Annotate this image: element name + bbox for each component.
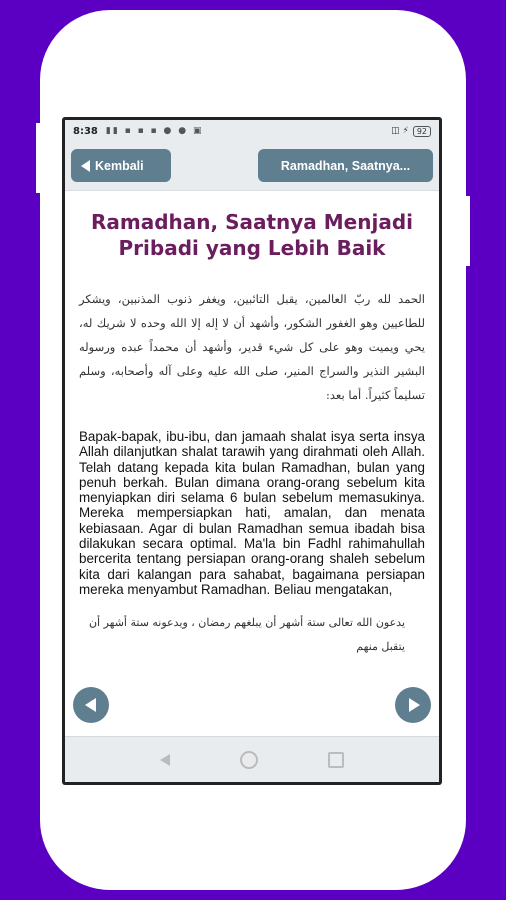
system-back-icon[interactable] — [160, 754, 170, 766]
notification-icons: ▮▮ ▪ ▪ ▪ ● ● ▣ — [105, 126, 204, 136]
next-page-button[interactable] — [395, 687, 431, 723]
article-title: Ramadhan, Saatnya Menjadi Pribadi yang Lebih Baik — [90, 210, 413, 260]
article-body-text: Bapak-bapak, ibu-ibu, dan jamaah shalat isya serta insya Allah dilanjutkan shalat tarawih yang dirahmati oleh Allah. Telah datang kepada kita bulan Ramadhan, bulan yang penuh berkah. Bulan dimana orang-orang sebelum kita menyiapkan diri selama 6 bulan sebelum memasukinya. Mereka mempersiapkan hati, amalan, dan menata kebiasaan. Agar di bulan Ramadhan semua ibadah bisa dilakukan secara optimal. Ma'la bin Fadhl rahimahullah bercerita tentang persiapan orang-orang shaleh sebelum kita dari kalangan para sahabat, bagaimana persiapan mereka menyambut Ramadhan. Beliau mengatakan, — [79, 429, 425, 597]
signal-icon: ◫ ⚡ — [391, 126, 409, 136]
arrow-left-icon — [85, 698, 96, 712]
status-time: 8:38 — [73, 125, 98, 137]
top-toolbar — [65, 142, 439, 191]
battery-icon: 92 — [413, 126, 431, 137]
app-screen — [65, 120, 439, 782]
previous-page-button[interactable] — [73, 687, 109, 723]
status-bar — [65, 120, 439, 142]
system-home-icon[interactable] — [240, 751, 258, 769]
phone-device — [62, 117, 442, 785]
status-right — [391, 126, 431, 137]
back-arrow-icon — [81, 160, 90, 172]
article-content[interactable] — [65, 191, 439, 736]
system-navigation-bar — [65, 736, 439, 782]
frame-right-tab — [462, 196, 470, 266]
back-button[interactable] — [71, 149, 171, 182]
arrow-right-icon — [409, 698, 420, 712]
article-title-button[interactable] — [258, 149, 433, 182]
article-title-button-label: Ramadhan, Saatnya... — [280, 158, 411, 173]
system-recents-icon[interactable] — [328, 752, 344, 768]
arabic-quote-text: يدعون الله تعالى ستة أشهر أن يبلغهم رمضان ، ويدعونه ستة أشهر أن يتقبل منهم — [88, 616, 405, 654]
arabic-opening-text: الحمد لله ربّ العالمين، يقبل التائبين، ويغفر ذنوب المذنبين، ويشكر للطاعيين وهو الغفور الشكور، وأشهد أن لا إله إلا الله وحده لا شريك له، يحي ويميت وهو على كل شيء قدير، وأشهد أن محمداً عبده ورسوله البشير النذير والسراج المنير، صلى الله عليه وعلى آله وأصحابه، وسلم تسليماً كثيراً. أما بعد: — [79, 292, 425, 402]
frame-left-tab — [36, 123, 44, 193]
back-button-label: Kembali — [95, 158, 144, 173]
